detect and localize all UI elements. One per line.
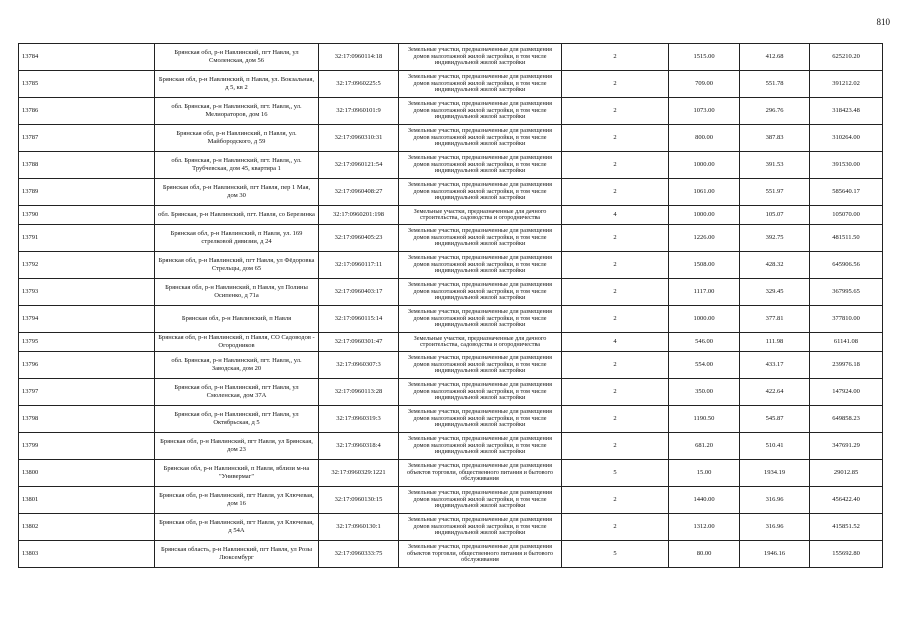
address-cell: Брянская обл, р-н Навлинский, п Навля, СО Садоводов - Огородников	[155, 333, 319, 352]
group-cell: 2	[562, 225, 669, 252]
group-cell: 2	[562, 252, 669, 279]
address-cell: обл. Брянская, р-н Навлинский, пгт. Навля, со Березинка	[155, 206, 319, 225]
land-use-cell: Земельные участки, предназначенные для размещения домов малоэтажной жилой застройки, в том числе индивидуальной жилой застройки	[399, 44, 562, 71]
cadastral-value-cell: 239976.18	[810, 352, 883, 379]
land-use-cell: Земельные участки, предназначенные для размещения домов малоэтажной жилой застройки, в том числе индивидуальной жилой застройки	[399, 406, 562, 433]
address-cell: Брянская обл, р-н Навлинский, пгт Навля, пер 1 Мая, дом 30	[155, 179, 319, 206]
area-cell: 1117.00	[669, 279, 740, 306]
land-use-cell: Земельные участки, предназначенные для размещения домов малоэтажной жилой застройки, в том числе индивидуальной жилой застройки	[399, 379, 562, 406]
group-cell: 4	[562, 206, 669, 225]
group-cell: 4	[562, 333, 669, 352]
cadastral-value-cell: 310264.00	[810, 125, 883, 152]
unit-value-cell: 412.68	[740, 44, 810, 71]
unit-value-cell: 296.76	[740, 98, 810, 125]
land-use-cell: Земельные участки, предназначенные для размещения домов малоэтажной жилой застройки, в том числе индивидуальной жилой застройки	[399, 152, 562, 179]
table-row	[19, 44, 883, 71]
unit-value-cell: 105.07	[740, 206, 810, 225]
area-cell: 709.00	[669, 71, 740, 98]
group-cell: 2	[562, 406, 669, 433]
group-cell: 2	[562, 352, 669, 379]
table-row	[19, 252, 883, 279]
cadastral-number-cell: 32:17:0960301:47	[319, 333, 399, 352]
cadastral-value-cell: 347691.29	[810, 433, 883, 460]
unit-value-cell: 316.96	[740, 487, 810, 514]
group-cell: 2	[562, 44, 669, 71]
land-use-cell: Земельные участки, предназначенные для размещения домов малоэтажной жилой застройки, в том числе индивидуальной жилой застройки	[399, 306, 562, 333]
table-row	[19, 514, 883, 541]
group-cell: 5	[562, 541, 669, 568]
cadastral-value-cell: 391530.00	[810, 152, 883, 179]
area-cell: 1190.50	[669, 406, 740, 433]
cadastral-number-cell: 32:17:0960307:3	[319, 352, 399, 379]
unit-value-cell: 422.64	[740, 379, 810, 406]
cadastral-number-cell: 32:17:0960310:31	[319, 125, 399, 152]
record-number-cell: 13803	[19, 541, 155, 568]
group-cell: 2	[562, 179, 669, 206]
land-use-cell: Земельные участки, предназначенные для дачного строительства, садоводства и огородничества	[399, 333, 562, 352]
area-cell: 681.20	[669, 433, 740, 460]
cadastral-value-cell: 391212.02	[810, 71, 883, 98]
unit-value-cell: 433.17	[740, 352, 810, 379]
table-row	[19, 333, 883, 352]
cadastral-number-cell: 32:17:0960101:9	[319, 98, 399, 125]
cadastral-number-cell: 32:17:0960225:5	[319, 71, 399, 98]
land-use-cell: Земельные участки, предназначенные для размещения домов малоэтажной жилой застройки, в том числе индивидуальной жилой застройки	[399, 71, 562, 98]
area-cell: 1000.00	[669, 152, 740, 179]
area-cell: 1312.00	[669, 514, 740, 541]
table-row	[19, 125, 883, 152]
address-cell: Брянская обл, р-н Навлинский, п Навля, ул. Вокзальная, д 5, кв 2	[155, 71, 319, 98]
cadastral-number-cell: 32:17:0960115:14	[319, 306, 399, 333]
record-number-cell: 13792	[19, 252, 155, 279]
cadastral-number-cell: 32:17:0960117:11	[319, 252, 399, 279]
address-cell: Брянская обл, р-н Навлинский, п Навля, вблизи м-на "Универмаг"	[155, 460, 319, 487]
group-cell: 2	[562, 71, 669, 98]
group-cell: 2	[562, 152, 669, 179]
area-cell: 1515.00	[669, 44, 740, 71]
record-number-cell: 13795	[19, 333, 155, 352]
land-use-cell: Земельные участки, предназначенные для размещения домов малоэтажной жилой застройки, в том числе индивидуальной жилой застройки	[399, 487, 562, 514]
land-registry-table	[18, 43, 883, 568]
address-cell: Брянская обл, р-н Навлинский, п Навля	[155, 306, 319, 333]
group-cell: 2	[562, 379, 669, 406]
cadastral-number-cell: 32:17:0960130:1	[319, 514, 399, 541]
record-number-cell: 13800	[19, 460, 155, 487]
area-cell: 1440.00	[669, 487, 740, 514]
address-cell: Брянская область, р-н Навлинский, пгт Навля, ул Розы Люксембург	[155, 541, 319, 568]
cadastral-value-cell: 367995.65	[810, 279, 883, 306]
area-cell: 1000.00	[669, 306, 740, 333]
unit-value-cell: 1934.19	[740, 460, 810, 487]
land-use-cell: Земельные участки, предназначенные для размещения объектов торговли, общественного питания и бытового обслуживания	[399, 460, 562, 487]
cadastral-number-cell: 32:17:0960329:1221	[319, 460, 399, 487]
table-row	[19, 206, 883, 225]
table-row	[19, 460, 883, 487]
land-use-cell: Земельные участки, предназначенные для размещения домов малоэтажной жилой застройки, в том числе индивидуальной жилой застройки	[399, 514, 562, 541]
area-cell: 1226.00	[669, 225, 740, 252]
record-number-cell: 13789	[19, 179, 155, 206]
unit-value-cell: 111.98	[740, 333, 810, 352]
cadastral-number-cell: 32:17:0960333:75	[319, 541, 399, 568]
table-row	[19, 279, 883, 306]
table-row	[19, 152, 883, 179]
cadastral-value-cell: 585640.17	[810, 179, 883, 206]
record-number-cell: 13794	[19, 306, 155, 333]
group-cell: 5	[562, 460, 669, 487]
registry-body	[19, 44, 883, 568]
group-cell: 2	[562, 487, 669, 514]
address-cell: Брянская обл, р-н Навлинский, пгт Навля, ул Ключевая, д 54А	[155, 514, 319, 541]
record-number-cell: 13796	[19, 352, 155, 379]
cadastral-number-cell: 32:17:0960405:23	[319, 225, 399, 252]
unit-value-cell: 1946.16	[740, 541, 810, 568]
land-use-cell: Земельные участки, предназначенные для размещения домов малоэтажной жилой застройки, в том числе индивидуальной жилой застройки	[399, 225, 562, 252]
address-cell: Брянская обл, р-н Навлинский, пгт Навля, ул Октябрьская, д 5	[155, 406, 319, 433]
table-row	[19, 179, 883, 206]
cadastral-value-cell: 625210.20	[810, 44, 883, 71]
record-number-cell: 13797	[19, 379, 155, 406]
cadastral-value-cell: 649858.23	[810, 406, 883, 433]
cadastral-number-cell: 32:17:0960113:28	[319, 379, 399, 406]
unit-value-cell: 329.45	[740, 279, 810, 306]
area-cell: 15.00	[669, 460, 740, 487]
unit-value-cell: 428.32	[740, 252, 810, 279]
address-cell: обл. Брянская, р-н Навлинский, пгт. Навля,, ул. Мелиораторов, дом 16	[155, 98, 319, 125]
cadastral-number-cell: 32:17:0960121:54	[319, 152, 399, 179]
cadastral-value-cell: 147924.00	[810, 379, 883, 406]
unit-value-cell: 377.81	[740, 306, 810, 333]
table-row	[19, 433, 883, 460]
unit-value-cell: 510.41	[740, 433, 810, 460]
table-row	[19, 379, 883, 406]
record-number-cell: 13790	[19, 206, 155, 225]
land-use-cell: Земельные участки, предназначенные для дачного строительства, садоводства и огородничества	[399, 206, 562, 225]
record-number-cell: 13784	[19, 44, 155, 71]
area-cell: 1061.00	[669, 179, 740, 206]
address-cell: Брянская обл, р-н Навлинский, п Навля, ул Полины Осипенко, д 71а	[155, 279, 319, 306]
area-cell: 546.00	[669, 333, 740, 352]
cadastral-value-cell: 415851.52	[810, 514, 883, 541]
record-number-cell: 13787	[19, 125, 155, 152]
table-row	[19, 306, 883, 333]
cadastral-value-cell: 61141.08	[810, 333, 883, 352]
cadastral-value-cell: 456422.40	[810, 487, 883, 514]
unit-value-cell: 551.97	[740, 179, 810, 206]
address-cell: Брянская обл, р-н Навлинский, пгт Навля, ул Смоленская, дом 37А	[155, 379, 319, 406]
unit-value-cell: 551.78	[740, 71, 810, 98]
table-row	[19, 71, 883, 98]
cadastral-number-cell: 32:17:0960114:18	[319, 44, 399, 71]
record-number-cell: 13793	[19, 279, 155, 306]
cadastral-value-cell: 318423.48	[810, 98, 883, 125]
address-cell: Брянская обл, р-н Навлинский, пгт Навля, ул Смоленская, дом 56	[155, 44, 319, 71]
record-number-cell: 13802	[19, 514, 155, 541]
record-number-cell: 13799	[19, 433, 155, 460]
cadastral-number-cell: 32:17:0960408:27	[319, 179, 399, 206]
area-cell: 800.00	[669, 125, 740, 152]
table-row	[19, 98, 883, 125]
land-use-cell: Земельные участки, предназначенные для размещения домов малоэтажной жилой застройки, в том числе индивидуальной жилой застройки	[399, 252, 562, 279]
unit-value-cell: 392.75	[740, 225, 810, 252]
group-cell: 2	[562, 306, 669, 333]
cadastral-number-cell: 32:17:0960318:4	[319, 433, 399, 460]
table-row	[19, 487, 883, 514]
land-use-cell: Земельные участки, предназначенные для размещения домов малоэтажной жилой застройки, в том числе индивидуальной жилой застройки	[399, 279, 562, 306]
land-use-cell: Земельные участки, предназначенные для размещения домов малоэтажной жилой застройки, в том числе индивидуальной жилой застройки	[399, 352, 562, 379]
address-cell: Брянская обл, р-н Навлинский, пгт Навля, ул Брянская, дом 23	[155, 433, 319, 460]
unit-value-cell: 545.87	[740, 406, 810, 433]
cadastral-number-cell: 32:17:0960319:3	[319, 406, 399, 433]
group-cell: 2	[562, 433, 669, 460]
record-number-cell: 13785	[19, 71, 155, 98]
record-number-cell: 13801	[19, 487, 155, 514]
group-cell: 2	[562, 98, 669, 125]
area-cell: 1000.00	[669, 206, 740, 225]
cadastral-number-cell: 32:17:0960201:198	[319, 206, 399, 225]
area-cell: 80.00	[669, 541, 740, 568]
record-number-cell: 13786	[19, 98, 155, 125]
address-cell: Брянская обл, р-н Навлинский, п Навля, ул. 169 стрелковой дивизии, д 24	[155, 225, 319, 252]
cadastral-value-cell: 105070.00	[810, 206, 883, 225]
land-use-cell: Земельные участки, предназначенные для размещения домов малоэтажной жилой застройки, в том числе индивидуальной жилой застройки	[399, 98, 562, 125]
land-use-cell: Земельные участки, предназначенные для размещения домов малоэтажной жилой застройки, в том числе индивидуальной жилой застройки	[399, 125, 562, 152]
group-cell: 2	[562, 514, 669, 541]
area-cell: 554.00	[669, 352, 740, 379]
record-number-cell: 13788	[19, 152, 155, 179]
unit-value-cell: 316.96	[740, 514, 810, 541]
group-cell: 2	[562, 279, 669, 306]
table-row	[19, 352, 883, 379]
group-cell: 2	[562, 125, 669, 152]
cadastral-value-cell: 155692.80	[810, 541, 883, 568]
address-cell: Брянская обл, р-н Навлинский, пгт Навля, ул Ключевая, дом 16	[155, 487, 319, 514]
cadastral-value-cell: 481511.50	[810, 225, 883, 252]
table-row	[19, 541, 883, 568]
address-cell: обл. Брянская, р-н Навлинский, пгт. Навля,, ул. Трубчевская, дом 45, квартира 1	[155, 152, 319, 179]
cadastral-value-cell: 645906.56	[810, 252, 883, 279]
area-cell: 1508.00	[669, 252, 740, 279]
cadastral-value-cell: 377810.00	[810, 306, 883, 333]
table-row	[19, 225, 883, 252]
address-cell: обл. Брянская, р-н Навлинский, пгт. Навля,, ул. Заводская, дом 20	[155, 352, 319, 379]
unit-value-cell: 391.53	[740, 152, 810, 179]
address-cell: Брянская обл, р-н Навлинский, пгт Навля, ул Фёдоровка Стрельцы, дом 65	[155, 252, 319, 279]
unit-value-cell: 387.83	[740, 125, 810, 152]
cadastral-number-cell: 32:17:0960130:15	[319, 487, 399, 514]
record-number-cell: 13791	[19, 225, 155, 252]
cadastral-value-cell: 29012.85	[810, 460, 883, 487]
page-number: 810	[876, 17, 890, 27]
area-cell: 1073.00	[669, 98, 740, 125]
address-cell: Брянская обл, р-н Навлинский, п Навля, ул. Майбородского, д 59	[155, 125, 319, 152]
land-use-cell: Земельные участки, предназначенные для размещения домов малоэтажной жилой застройки, в том числе индивидуальной жилой застройки	[399, 179, 562, 206]
table-row	[19, 406, 883, 433]
record-number-cell: 13798	[19, 406, 155, 433]
cadastral-number-cell: 32:17:0960403:17	[319, 279, 399, 306]
land-use-cell: Земельные участки, предназначенные для размещения домов малоэтажной жилой застройки, в том числе индивидуальной жилой застройки	[399, 433, 562, 460]
land-use-cell: Земельные участки, предназначенные для размещения объектов торговли, общественного питания и бытового обслуживания	[399, 541, 562, 568]
area-cell: 350.00	[669, 379, 740, 406]
